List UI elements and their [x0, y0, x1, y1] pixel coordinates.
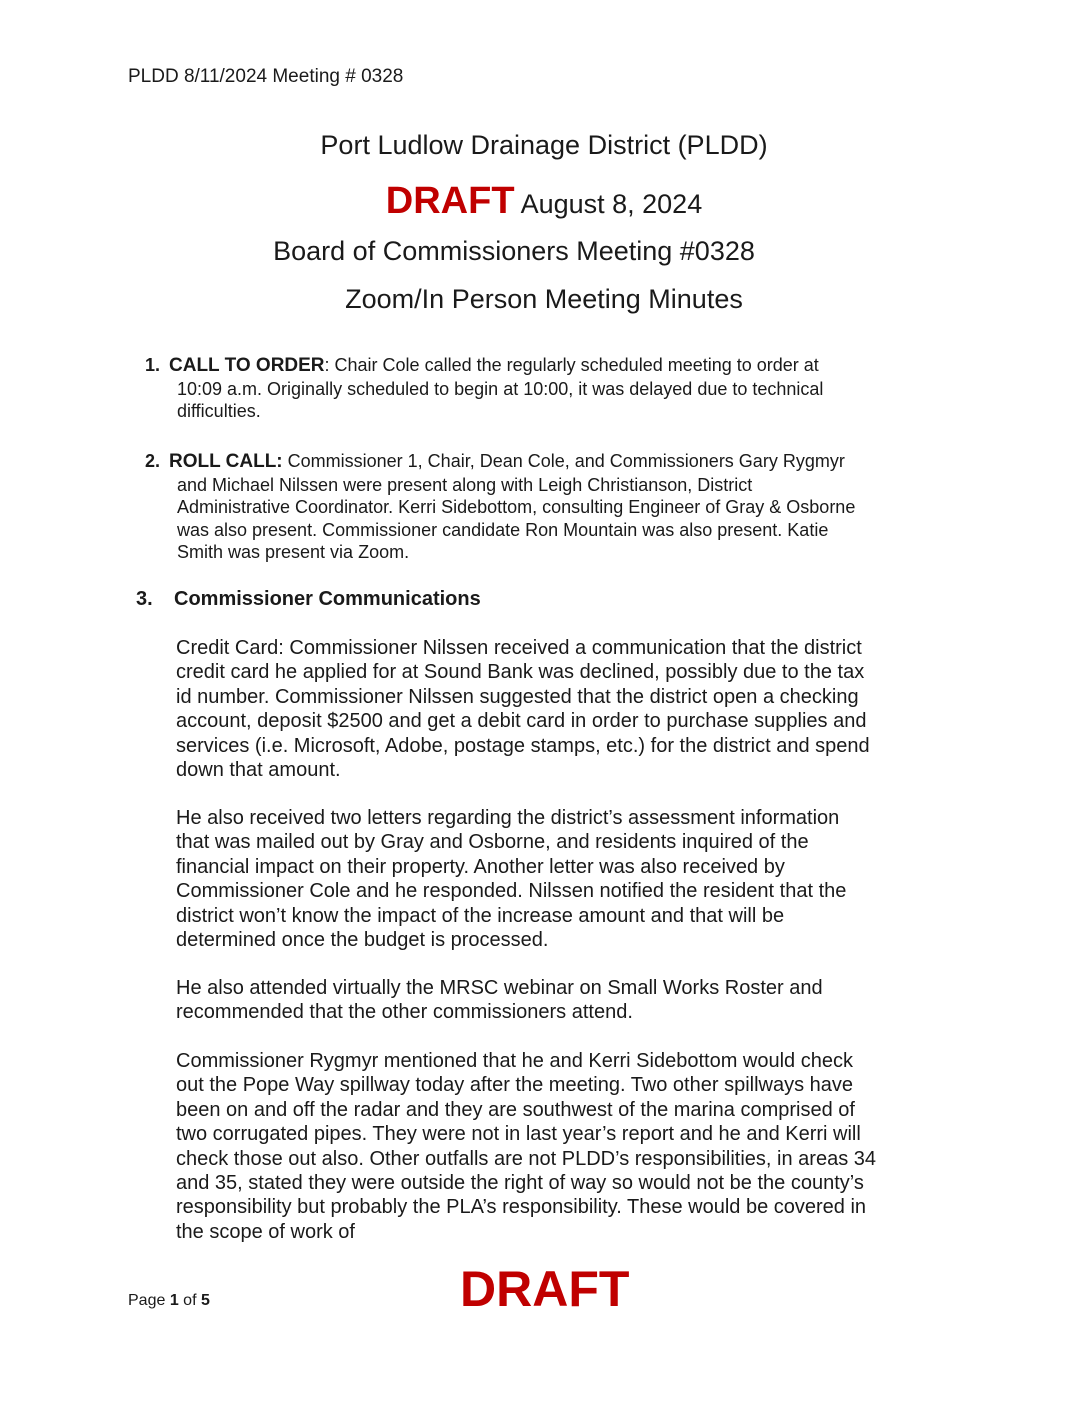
minutes-subtitle: Zoom/In Person Meeting Minutes	[345, 284, 743, 314]
section-text: Commissioner 1, Chair, Dean Cole, and Commissioners Gary Rygmyr and Michael Nilssen were present along with Leigh Christianson, District Administrative Coordinator. Kerri Sidebottom, consulting Engineer of Gray & Osborne was also present. Commissioner candidate Ron Mountain was also present. Katie Smith was present via Zoom.	[177, 451, 856, 562]
document-title: Port Ludlow Drainage District (PLDD)	[320, 130, 768, 160]
section-lead: ROLL CALL:	[169, 451, 283, 472]
section-body	[169, 354, 865, 423]
section-lead: CALL TO ORDER	[169, 355, 325, 376]
paragraph-credit-card: Credit Card: Commissioner Nilssen received a communication that the district credit card he applied for at Sound Bank was declined, possibly due to the tax id number. Commissioner Nilssen suggested that the district open a checking account, deposit $2500 and get a debit card in order to purchase supplies and services (i.e. Microsoft, Adobe, postage stamps, etc.) for the district and spend down that amount.	[176, 637, 870, 782]
section-number: 2.	[145, 451, 161, 471]
page-current: 1	[169, 1292, 179, 1309]
paragraph-spillways: Commissioner Rygmyr mentioned that he and Kerri Sidebottom would check out the Pope Way spillway today after the meeting. Two other spillways have been on and off the radar and they are southwest of the marina comprised of two corrugated pipes. They were not in last year’s report and he and Kerri will check those out also. Other outfalls are not PLDD’s responsibilities, in areas 34 and 35, stated they were outside the right of way so would not be the county’s responsibility but probably the PLA’s responsibility. These would be covered in the scope of work of	[176, 1050, 876, 1243]
page-total: 5	[200, 1292, 210, 1309]
page-number	[128, 1292, 210, 1310]
section-number: 1.	[145, 355, 161, 375]
page-of: of	[178, 1292, 201, 1309]
section-call-to-order	[145, 354, 865, 423]
section-roll-call	[145, 450, 865, 564]
meeting-date: August 8, 2024	[520, 189, 703, 219]
draft-date-line	[0, 180, 1088, 223]
section-body	[169, 450, 865, 564]
section-commissioner-communications	[136, 588, 856, 611]
section-heading: Commissioner Communications	[174, 588, 481, 610]
section-text: : Chair Cole called the regularly scheduled meeting to order at 10:09 a.m. Originally scheduled to begin at 10:00, it was delayed due to technical difficulties.	[177, 355, 824, 421]
page-prefix: Page	[128, 1292, 170, 1309]
running-header: PLDD 8/11/2024 Meeting # 0328	[128, 66, 404, 87]
paragraph-webinar: He also attended virtually the MRSC webinar on Small Works Roster and recommended that the other commissioners attend.	[176, 977, 823, 1024]
footer-draft-label: DRAFT	[460, 1261, 630, 1317]
paragraph-assessment-letters: He also received two letters regarding the district’s assessment information that was mailed out by Gray and Osborne, and residents inquired of the financial impact on their property. Another letter was also received by Commissioner Cole and he responded. Nilssen notified the resident that the district won’t know the impact of the increase amount and that will be determined once the budget is processed.	[176, 807, 847, 952]
draft-label: DRAFT	[385, 180, 515, 222]
section-number: 3.	[136, 588, 153, 610]
meeting-title: Board of Commissioners Meeting #0328	[273, 236, 755, 266]
